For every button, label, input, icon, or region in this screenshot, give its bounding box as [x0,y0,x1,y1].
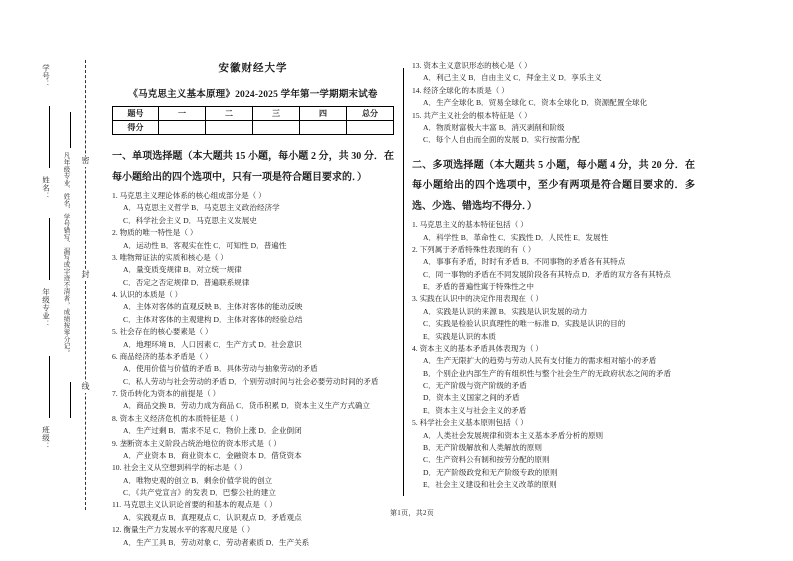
score-cell-4[interactable] [299,121,346,135]
question-stem: 6. 商品经济的基本矛盾是（ ） [112,351,213,361]
score-table-col-3: 三 [252,107,299,121]
question-stem: 5. 社会存在的核心要素是（ ） [112,327,213,337]
question-option-line: E．实践是认识的本质 [423,331,496,341]
question-stem: 14. 经济全球化的本质是（ ） [412,85,509,95]
score-cell-total[interactable] [346,121,393,135]
question-option-line: A．生产工具 B．劳动对象 C．劳动者素质 D．生产关系 [123,537,310,547]
question-item [412,110,695,147]
question-option-line: A．量变质变规律 B．对立统一规律 [123,265,242,275]
question-option-line: D．资本主义国家之间的矛盾 [423,393,520,403]
column-divider [403,68,404,496]
section-2-heading: 二、多项选择题（本大题共 5 小题，每小题 4 分，共 20 分．在每小题给出的四个选项中，至少有两项是符合题目要求的．多选、少选、错选均不得分．） [412,159,695,212]
seal-char-mi: 密 [81,156,90,165]
question-item [112,438,394,463]
sealing-margin [40,60,106,510]
right-column [412,60,695,491]
question-stem: 11. 马克思主义认识论首要的和基本的观点是（ ） [112,500,277,510]
question-option-line: C．主体对客体的主观建构 D．主体对客体的经验总结 [123,314,303,324]
question-item [112,499,394,524]
question-item [112,252,394,289]
question-stem: 7. 货币转化为资本的前提是（ ） [112,389,221,398]
question-item [412,417,695,491]
paper-title: 《马克思主义基本原理》2024-2025 学年第一学期期末试卷 [128,90,378,100]
question-option-line: E．资本主义与社会主义的矛盾 [423,405,527,415]
question-option-line: C．生产资料公有制和按劳分配的原则 [423,455,550,465]
question-stem: 13. 资本主义意识形态的核心是（ ） [412,61,532,70]
question-option-line: A．实践观点 B．真理观点 C．认识观点 D．矛盾观点 [123,512,302,522]
question-option-line: A．马克思主义哲学 B．马克思主义政治经济学 [123,203,280,213]
question-option-line: A．人类社会发展规律和资本主义基本矛盾分析的原则 [423,430,604,440]
question-item [112,351,394,388]
seal-note-rule-top [70,112,71,148]
question-option-line: A．唯物史观的创立 B．剩余价值学说的创立 [123,475,273,485]
university-name: 安徽财经大学 [218,63,288,74]
seal-note-rule-bottom [70,382,71,418]
seal-label-name: 姓名： [41,176,51,200]
question-stem: 12. 衡量生产力发展水平的客观尺度是（ ） [112,525,255,535]
question-option-line: C．实践是检验认识真理性的唯一标准 D．实践是认识的目的 [423,319,626,329]
question-stem: 1. 马克思主义理论体系的核心组成部分是（ ） [112,191,266,200]
question-option-line: C．私人劳动与社会劳动的矛盾 D．个别劳动时间与社会必要劳动时间的矛盾 [123,376,379,386]
question-stem: 15. 共产主义社会的根本特征是（ ） [412,110,532,120]
question-option-line: A．生产无限扩大的趋势与劳动人民有支付能力的需求相对缩小的矛盾 [423,356,657,366]
seal-divider-3 [49,356,50,418]
seal-warning-note: 凡年级专业、姓名、学号错写、漏写或字迹不清者，成绩按零分记。 [62,152,70,356]
question-stem: 4. 资本主义的基本矛盾具体表现为（ ） [412,343,543,353]
question-item [112,524,394,549]
question-stem: 3. 实践在认识中的决定作用表现在（ ） [412,294,543,304]
question-option-line: A．利己主义 B．自由主义 C．拜金主义 D．享乐主义 [423,73,602,83]
score-table-col-total: 总分 [346,107,393,121]
question-item [112,413,394,438]
question-option-line: B．个别企业内部生产的有组织性与整个社会生产的无政府状态之间的矛盾 [423,368,672,378]
question-item [412,244,695,294]
seal-divider-1 [49,106,50,168]
question-option-line: A．地理环境 B．人口因素 C．生产方式 D．社会意识 [123,339,302,349]
question-stem: 5. 科学社会主义基本原则包括（ ） [412,418,528,428]
section-1-heading: 一、单项选择题（本大题共 15 小题，每小题 2 分，共 30 分．在每小题给出的四个选项中，只有一项是符合题目要求的．） [112,151,394,183]
question-option-line: B．无产阶级解放和人类解放的原则 [423,442,542,452]
question-option-line: C．无产阶级与资产阶级的矛盾 [423,381,527,390]
question-stem: 2. 物质的唯一特性是（ ） [112,228,198,238]
question-item [112,227,394,252]
question-option-line: C．科学社会主义 D．马克思主义发展史 [123,215,257,225]
question-item [112,289,394,326]
question-option-line: C．同一事物的矛盾在不同发展阶段各有其特点 D．矛盾的双方各有其特点 [423,269,671,279]
seal-char-feng: 封 [81,270,90,279]
question-option-line: A．商品交换 B．劳动力成为商品 C．货币积累 D．资本主义生产方式确立 [123,401,371,411]
question-stem: 10. 社会主义从空想到科学的标志是（ ） [112,463,247,473]
question-item [112,462,394,499]
question-stem: 8. 资本主义经济危机的本质特征是（ ） [112,413,243,423]
seal-label-class: 班级： [41,426,51,450]
question-item [412,85,695,110]
seal-label-grade-major: 年级专业： [41,288,51,328]
question-option-line: C．《共产党宣言》的发表 D．巴黎公社的建立 [123,488,276,497]
seal-char-xian: 线 [81,382,90,391]
score-table [112,106,394,135]
question-option-line: A．使用价值与价值的矛盾 B．具体劳动与抽象劳动的矛盾 [123,364,318,374]
table-row-scores [113,121,394,135]
question-option-line: A．主体对客体的直观反映 B．主体对客体的能动反映 [123,302,303,312]
question-option-line: E．矛盾的普遍性寓于特殊性之中 [423,282,534,291]
question-option-line: A．产业资本 B．商业资本 C．金融资本 D．借贷资本 [123,450,302,460]
question-item [412,219,695,244]
question-item [412,60,695,85]
seal-divider-2 [49,218,50,280]
question-option-line: A．生产全球化 B．贸易全球化 C．资本全球化 D．资源配置全球化 [423,98,648,108]
question-stem: 4. 认识的本质是（ ） [112,290,183,299]
score-table-col-1: 一 [158,107,205,121]
score-cell-2[interactable] [205,121,252,135]
score-table-col-2: 二 [205,107,252,121]
question-option-line: A．科学性 B．革命性 C．实践性 D．人民性 E．发展性 [423,232,609,242]
section-1-continued-question-list [412,60,695,147]
question-option-line: A．运动性 B．客观实在性 C．可知性 D．普遍性 [123,240,287,250]
question-option-line: A．实践是认识的来源 B．实践是认识发展的动力 [423,306,588,316]
question-option-line: C．否定之否定规律 D．普遍联系规律 [123,277,250,287]
question-item [112,388,394,413]
score-table-label-question-no: 题号 [113,107,159,121]
section-1-question-list [112,190,394,549]
page-footer: 第1页，共2页 [390,509,435,517]
question-option-line: C．每个人自由而全面的发展 D．实行按需分配 [423,135,580,145]
question-stem: 1. 马克思主义的基本特征包括（ ） [412,220,528,230]
score-cell-3[interactable] [252,121,299,135]
question-item [112,326,394,351]
score-table-label-score: 得分 [113,121,159,135]
score-table-col-4: 四 [299,107,346,121]
seal-label-student-id: 学号： [41,64,51,88]
question-item [412,293,695,343]
question-option-line: A．事事有矛盾，时时有矛盾 B．不同事物的矛盾各有其特点 [423,257,626,267]
question-stem: 3. 唯物辩证法的实质和核心是（ ） [112,252,228,262]
left-column [112,60,394,549]
sealing-dashed-line [85,60,86,510]
question-item [412,343,695,417]
question-option-line: E．社会主义建设和社会主义改革的原则 [423,480,557,489]
question-option-line: A．物质财富极大丰富 B．消灭剥削和阶级 [423,122,565,132]
question-stem: 9. 垄断资本主义阶段占统治地位的资本形式是（ ） [112,438,281,448]
score-cell-1[interactable] [158,121,205,135]
table-row-question-numbers [113,107,394,121]
question-stem: 2. 下列属于矛盾特殊性表现的有（ ） [412,244,536,254]
question-option-line: A．生产过剩 B．需求不足 C．物价上涨 D．企业倒闭 [123,426,302,436]
question-item [112,190,394,227]
section-2-question-list [412,219,695,491]
question-option-line: D．无产阶级政党和无产阶级专政的原则 [423,467,558,477]
